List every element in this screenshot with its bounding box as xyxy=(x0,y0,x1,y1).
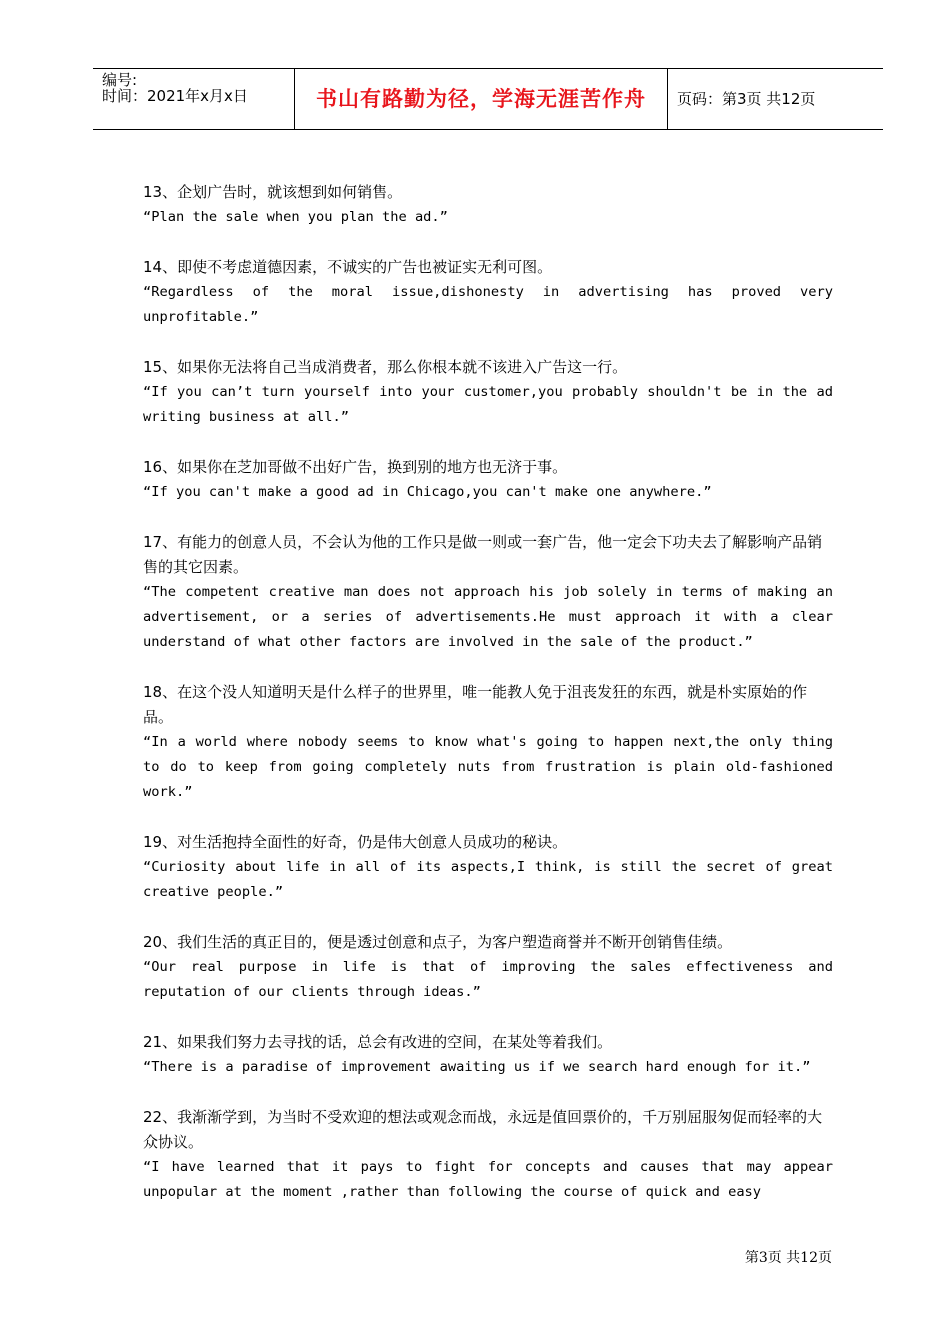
quote-chinese: 16、如果你在芝加哥做不出好广告，换到别的地方也无济于事。 xyxy=(143,458,568,476)
quote-english: “If you can't make a good ad in Chicago,you can't make one anywhere.” xyxy=(143,484,712,500)
number-label: 编号: xyxy=(102,71,138,89)
quote-chinese: 13、企划广告时，就该想到如何销售。 xyxy=(143,183,403,201)
motto-text: 书山有路勤为径，学海无涯苦作舟 xyxy=(316,87,646,111)
quote-english: “I have learned that it pays to fight for concepts and causes that may appear unpopular at the moment ,rather than following the course of quick and easy xyxy=(143,1159,833,1200)
quote-english: “If you can’t turn yourself into your customer,you probably shouldn't be in the ad writing business at all.” xyxy=(143,384,833,425)
quote-chinese: 20、我们生活的真正目的，便是透过创意和点子，为客户塑造商誉并不断开创销售佳绩。 xyxy=(143,933,733,951)
quote-entry xyxy=(143,1105,833,1205)
quote-english: “In a world where nobody seems to know what's going to happen next,the only thing to do to keep from going completely nuts from frustration is plain old-fashioned work.” xyxy=(143,734,833,800)
page-footer: 第3页 共12页 xyxy=(744,1250,832,1266)
page-info: 页码：第3页 共12页 xyxy=(677,90,816,108)
quote-chinese: 17、有能力的创意人员，不会认为他的工作只是做一则或一套广告，他一定会下功夫去了解影响产品销售的其它因素。 xyxy=(143,533,823,576)
quote-entry xyxy=(143,1030,833,1080)
quote-english: “Plan the sale when you plan the ad.” xyxy=(143,209,448,225)
time-label: 时间：2021年x月x日 xyxy=(102,87,248,105)
quote-entry xyxy=(143,255,833,330)
quote-english: “Our real purpose in life is that of improving the sales effectiveness and reputation of our clients through ideas.” xyxy=(143,959,833,1000)
header-page-cell xyxy=(668,69,883,129)
quote-chinese: 15、如果你无法将自己当成消费者，那么你根本就不该进入广告这一行。 xyxy=(143,358,628,376)
quote-entry xyxy=(143,355,833,430)
quote-english: “Regardless of the moral issue,dishonesty in advertising has proved very unprofitable.” xyxy=(143,284,833,325)
header-motto-cell xyxy=(295,69,668,129)
quote-chinese: 18、在这个没人知道明天是什么样子的世界里，唯一能教人免于沮丧发狂的东西，就是朴实原始的作品。 xyxy=(143,683,808,726)
quote-entry xyxy=(143,455,833,505)
quote-entry xyxy=(143,530,833,655)
quote-english: “There is a paradise of improvement awaiting us if we search hard enough for it.” xyxy=(143,1059,811,1075)
quote-chinese: 19、对生活抱持全面性的好奇，仍是伟大创意人员成功的秘诀。 xyxy=(143,833,568,851)
quote-entry xyxy=(143,680,833,805)
quote-entry xyxy=(143,180,833,230)
quote-chinese: 22、我渐渐学到，为当时不受欢迎的想法或观念而战，永远是值回票价的，千万别屈服匆促而轻率的大众协议。 xyxy=(143,1108,823,1151)
page-header xyxy=(93,68,883,130)
header-left-cell xyxy=(93,69,295,129)
quote-english: “The competent creative man does not approach his job solely in terms of making an advertisement, or a series of advertisements.He must approach it with a clear understand of what other factors are involved in the sale of the product.” xyxy=(143,584,833,650)
quote-chinese: 21、如果我们努力去寻找的话，总会有改进的空间，在某处等着我们。 xyxy=(143,1033,613,1051)
quote-entry xyxy=(143,930,833,1005)
quote-chinese: 14、即使不考虑道德因素，不诚实的广告也被证实无利可图。 xyxy=(143,258,553,276)
quote-entry xyxy=(143,830,833,905)
quote-english: “Curiosity about life in all of its aspects,I think, is still the secret of great creative people.” xyxy=(143,859,833,900)
quote-list xyxy=(143,180,833,1230)
